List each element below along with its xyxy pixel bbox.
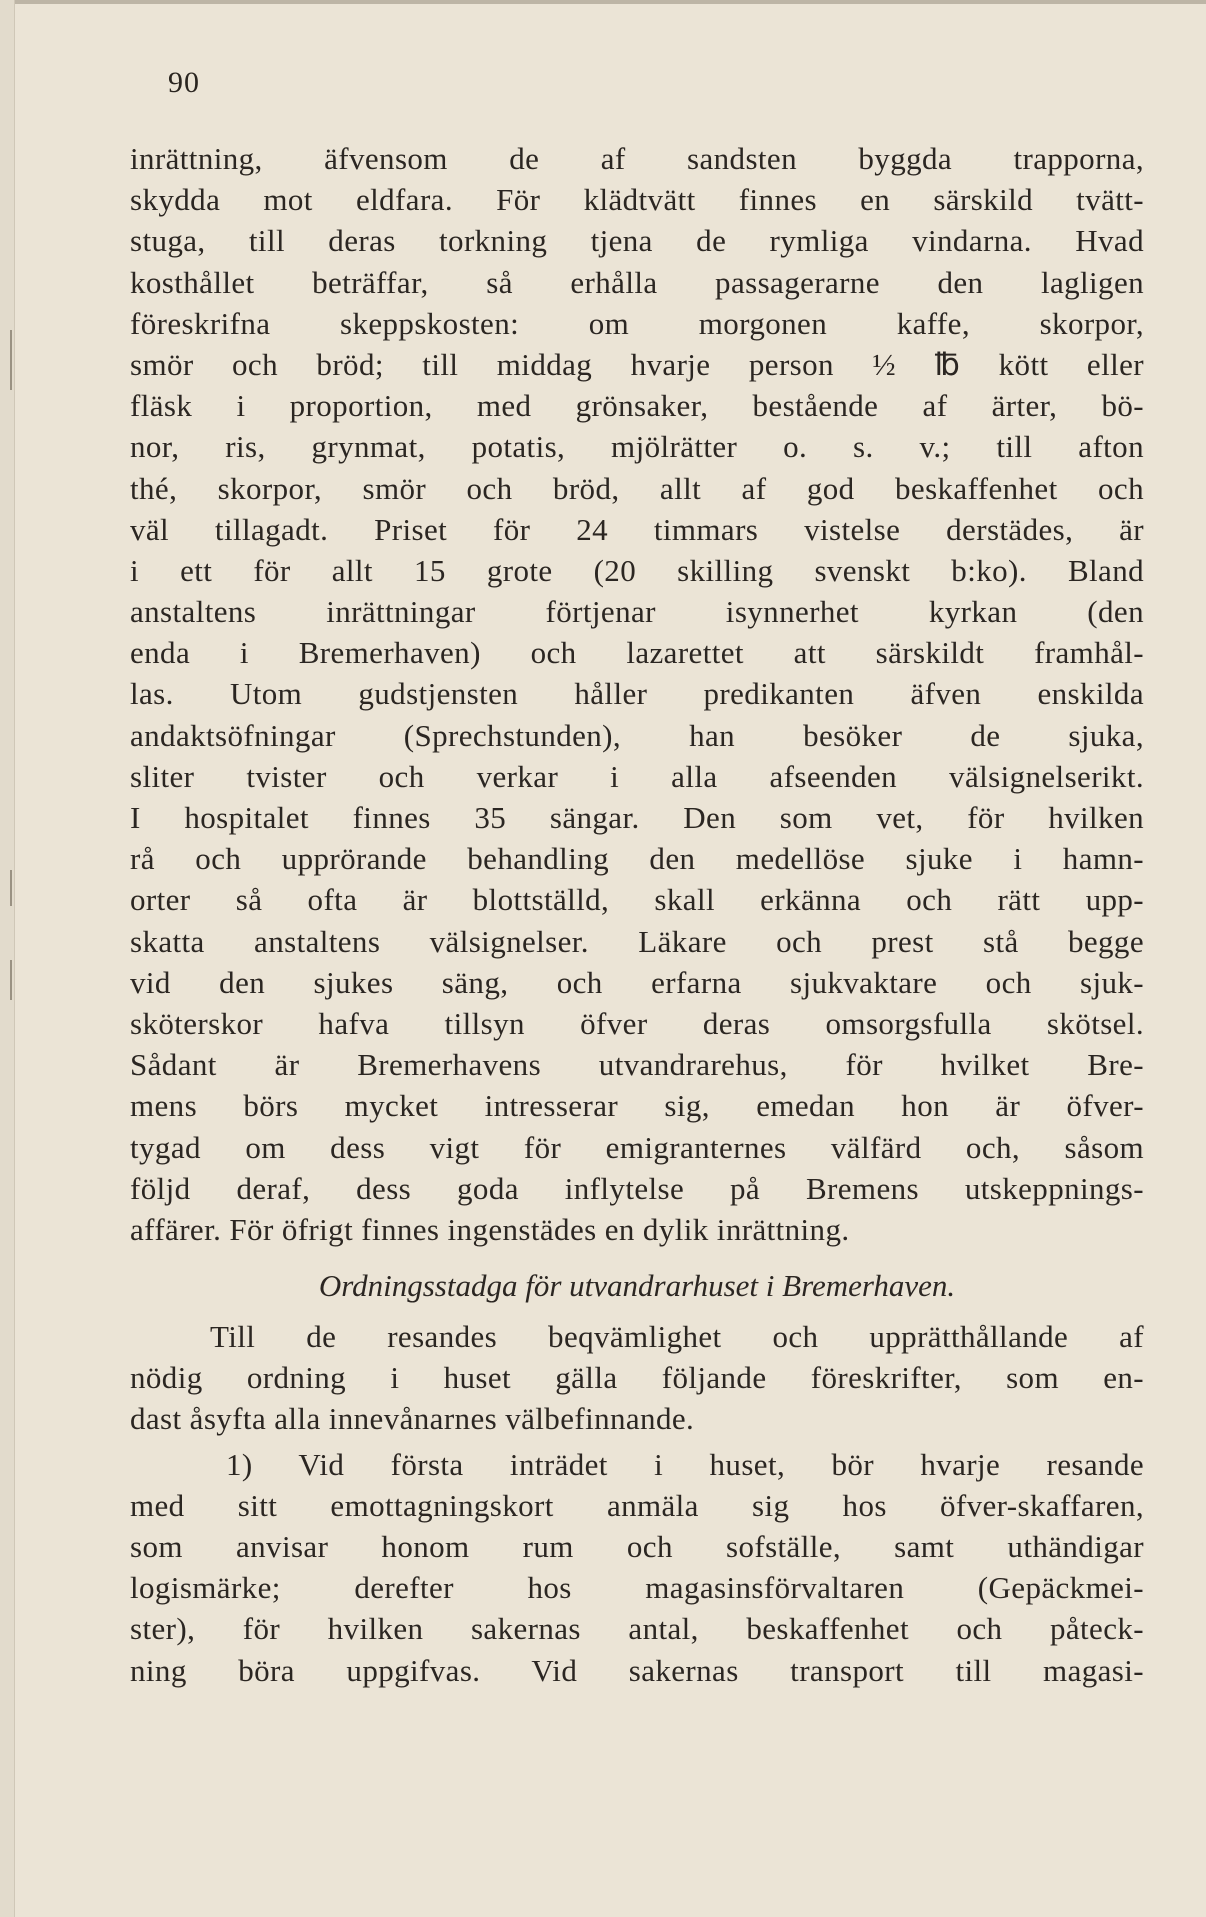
text-line: rå och upprörande behandling den medellöse sjuke i hamn- [130,841,1144,877]
text-line: tygad om dess vigt för emigranternes välfärd och, såsom [130,1129,1144,1165]
paragraph-1 [130,138,1144,1250]
text-line: skatta anstaltens välsignelser. Läkare och prest stå begge [130,923,1144,959]
text-line: sköterskor hafva tillsyn öfver deras omsorgsfulla skötsel. [130,1005,1144,1041]
text-line: ning böra uppgifvas. Vid sakernas transport till magasi- [130,1652,1144,1688]
edge-mark [10,870,12,906]
page-number: 90 [168,66,200,99]
text-line: dast åsyfta alla innevånarnes välbefinnande. [130,1401,695,1437]
text-line: andaktsöfningar (Sprechstunden), han besöker de sjuka, [130,717,1144,753]
text-line: 1) Vid första inträdet i huset, bör hvarje resande [226,1446,1144,1482]
text-line: skydda mot eldfara. För klädtvätt finnes en särskild tvätt- [130,182,1144,218]
text-line: nor, ris, grynmat, potatis, mjölrätter o. s. v.; till afton [130,429,1144,465]
text-line: som anvisar honom rum och sofställe, samt uthändigar [130,1529,1144,1564]
text-line: smör och bröd; till middag hvarje person ½ ℔ kött eller [130,346,1144,382]
text-line: las. Utom gudstjensten håller predikanten äfven enskilda [130,676,1144,712]
text-line: thé, skorpor, smör och bröd, allt af god beskaffenhet och [130,470,1144,506]
text-line: Till de resandes beqvämlighet och upprätthållande af [210,1319,1144,1355]
edge-mark [10,330,12,390]
text-line: affärer. För öfrigt finnes ingenstädes en dylik inrättning. [130,1211,850,1247]
edge-mark [10,960,12,1000]
text-line: väl tillagadt. Priset för 24 timmars vistelse derstädes, är [130,511,1144,547]
paragraph-3 [130,1444,1144,1691]
text-line: I hospitalet finnes 35 sängar. Den som vet, för hvilken [130,800,1144,835]
text-line: orter så ofta är blottställd, skall erkänna och rätt upp- [130,882,1144,918]
text-line: kosthållet beträffar, så erhålla passagerarne den lagligen [130,264,1144,300]
text-line: enda i Bremerhaven) och lazarettet att särskildt framhål- [130,635,1144,671]
page-top-edge [0,0,1206,4]
text-line: inrättning, äfvensom de af sandsten byggda trapporna, [130,141,1144,176]
text-line: anstaltens inrättningar förtjenar isynnerhet kyrkan (den [130,594,1144,630]
section-heading: Ordningsstadga för utvandrarhuset i Bremerhaven. [318,1268,956,1304]
text-line: med sitt emottagningskort anmäla sig hos öfver-skaffaren, [130,1487,1144,1523]
paragraph-2 [130,1316,1144,1440]
text-line: vid den sjukes säng, och erfarna sjukvaktare och sjuk- [130,964,1144,1000]
text-line: nödig ordning i huset gälla följande föreskrifter, som en- [130,1360,1144,1396]
binding-edge [0,0,15,1917]
text-line: stuga, till deras torkning tjena de rymliga vindarna. Hvad [130,223,1144,259]
text-line: följd deraf, dess goda inflytelse på Bremens utskeppnings- [130,1170,1144,1206]
text-line: sliter tvister och verkar i alla afseenden välsignelserikt. [130,758,1144,794]
text-line: fläsk i proportion, med grönsaker, bestående af ärter, bö- [130,388,1144,424]
text-line: i ett för allt 15 grote (20 skilling svenskt b:ko). Bland [130,552,1144,588]
text-line: mens börs mycket intresserar sig, emedan hon är öfver- [130,1088,1144,1124]
text-line: föreskrifna skeppskosten: om morgonen kaffe, skorpor, [130,305,1144,341]
text-line: ster), för hvilken sakernas antal, beskaffenhet och påteck- [130,1611,1144,1647]
text-line: Sådant är Bremerhavens utvandrarehus, för hvilket Bre- [130,1047,1144,1083]
body-text [130,138,1144,1691]
text-line: logismärke; derefter hos magasinsförvaltaren (Gepäckmei- [130,1570,1144,1606]
